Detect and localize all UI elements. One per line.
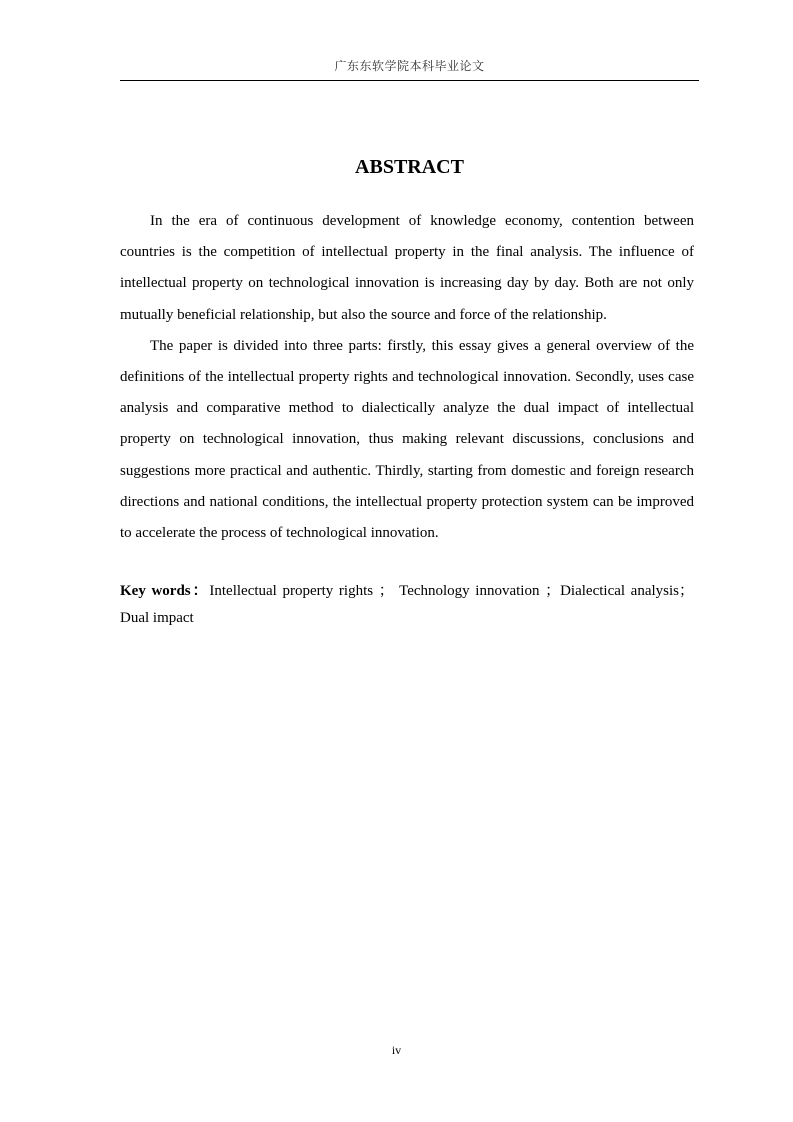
abstract-paragraph-1: In the era of continuous development of knowledge economy, contention between countries is the competition of intellectual property in the final analysis. The influence of intellectual property on technological innovation is increasing day by day. Both are not only mutually beneficial relationship, but also the source and force of the relationship. (120, 213, 694, 323)
abstract-title: ABSTRACT (355, 156, 464, 178)
page-header: 广东东软学院本科毕业论文 (334, 59, 485, 73)
abstract-paragraph-2: The paper is divided into three parts: firstly, this essay gives a general overview of the definitions of the intellectual property rights and technological innovation. Secondly, uses case analysis and comparative method to dialectically analyze the dual impact of intellectual property on technological innovation, thus making relevant discussions, conclusions and suggestions more practical and authentic. Thirdly, starting from domestic and foreign research directions and national conditions, the intellectual property protection system can be improved to accelerate the process of technological innovation. (120, 337, 694, 542)
page-number: iv (391, 1043, 402, 1057)
keywords-label: Key words： (120, 583, 210, 599)
header-divider (120, 80, 699, 81)
keywords-section (120, 578, 694, 632)
keywords-text: Intellectual property rights ； Technology innovation ；Dialectical analysis；Dual impact (120, 583, 695, 626)
abstract-body (120, 206, 694, 549)
